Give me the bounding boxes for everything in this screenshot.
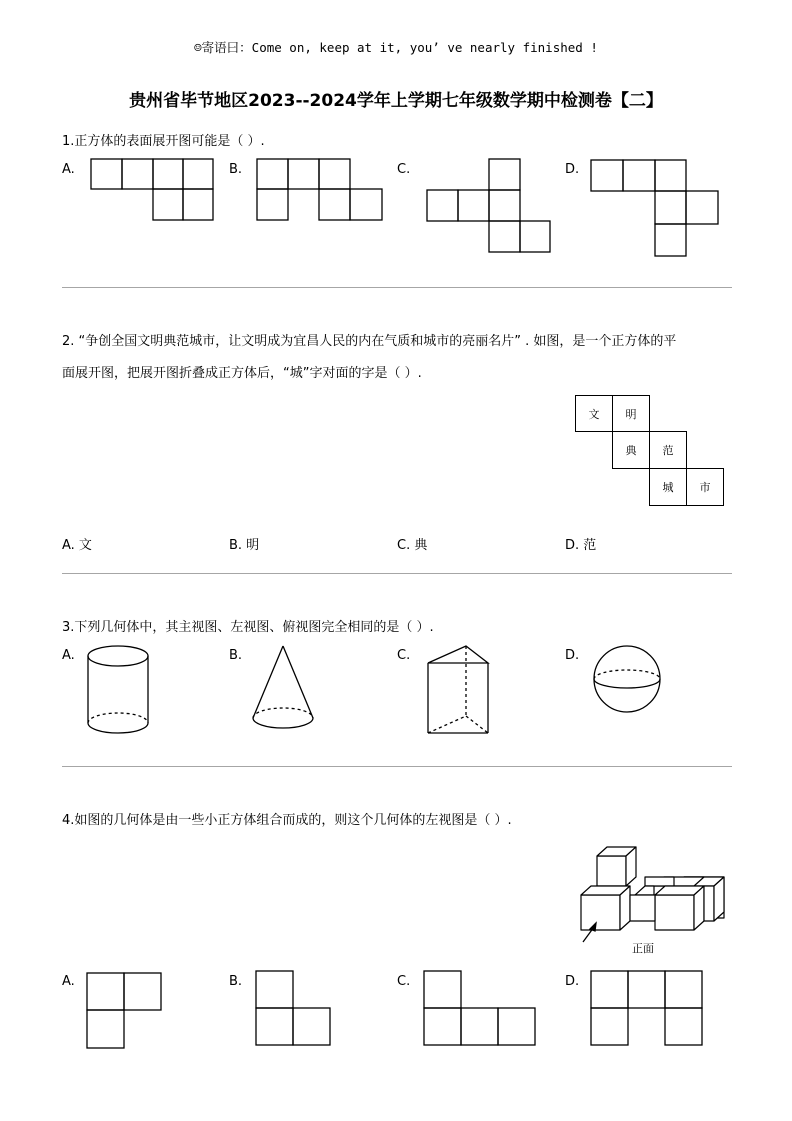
divider <box>62 573 732 574</box>
question-2-stem-line-1: 2. “争创全国文明典范城市，让文明成为宜昌人民的内在气质和城市的亮丽名片” . 如图，是一个正方体的平 <box>62 334 677 349</box>
q4-option-b-label[interactable]: B. <box>229 974 243 989</box>
q3-option-a-label[interactable]: A. <box>62 648 75 663</box>
q4-option-d-label[interactable]: D. <box>565 974 580 989</box>
net-face-wen: 文 <box>575 395 613 432</box>
divider <box>62 287 732 288</box>
question-4-stem: 4.如图的几何体是由一些小正方体组合而成的，则这个几何体的左视图是（ ）. <box>62 813 512 828</box>
q2-option-b[interactable]: B. 明 <box>229 538 260 553</box>
q1-option-c-label[interactable]: C. <box>397 162 411 177</box>
q4-option-a-label[interactable]: A. <box>62 974 75 989</box>
question-1-stem: 1.正方体的表面展开图可能是（ ）. <box>62 134 265 149</box>
q3-option-b-label[interactable]: B. <box>229 648 243 663</box>
q2-option-c[interactable]: C. 典 <box>397 538 428 553</box>
divider <box>62 766 732 767</box>
front-view-label: 正面 <box>632 942 654 955</box>
q1-option-b-label[interactable]: B. <box>229 162 243 177</box>
net-face-ming: 明 <box>612 395 650 432</box>
page-title: 贵州省毕节地区2023--2024学年上学期七年级数学期中检测卷【二】 <box>129 91 663 111</box>
net-face-dian: 典 <box>612 431 650 469</box>
q4-option-d-view <box>0 0 1 1</box>
motto: ☺寄语曰：Come on, keep at it, you’ ve nearly finished ! <box>194 40 598 55</box>
q2-option-a[interactable]: A. 文 <box>62 538 92 553</box>
q1-option-d-label[interactable]: D. <box>565 162 580 177</box>
net-face-cheng: 城 <box>649 468 687 506</box>
question-2-stem-line-2: 面展开图，把展开图折叠成正方体后，“城”字对面的字是（ ）. <box>62 366 422 381</box>
q2-option-d[interactable]: D. 范 <box>565 538 597 553</box>
net-face-fan: 范 <box>649 431 687 469</box>
q3-option-d-label[interactable]: D. <box>565 648 580 663</box>
q4-option-c-label[interactable]: C. <box>397 974 411 989</box>
q3-option-c-label[interactable]: C. <box>397 648 411 663</box>
q1-option-a-label[interactable]: A. <box>62 162 75 177</box>
question-3-stem: 3.下列几何体中，其主视图、左视图、俯视图完全相同的是（ ）. <box>62 620 434 635</box>
net-face-shi: 市 <box>686 468 724 506</box>
